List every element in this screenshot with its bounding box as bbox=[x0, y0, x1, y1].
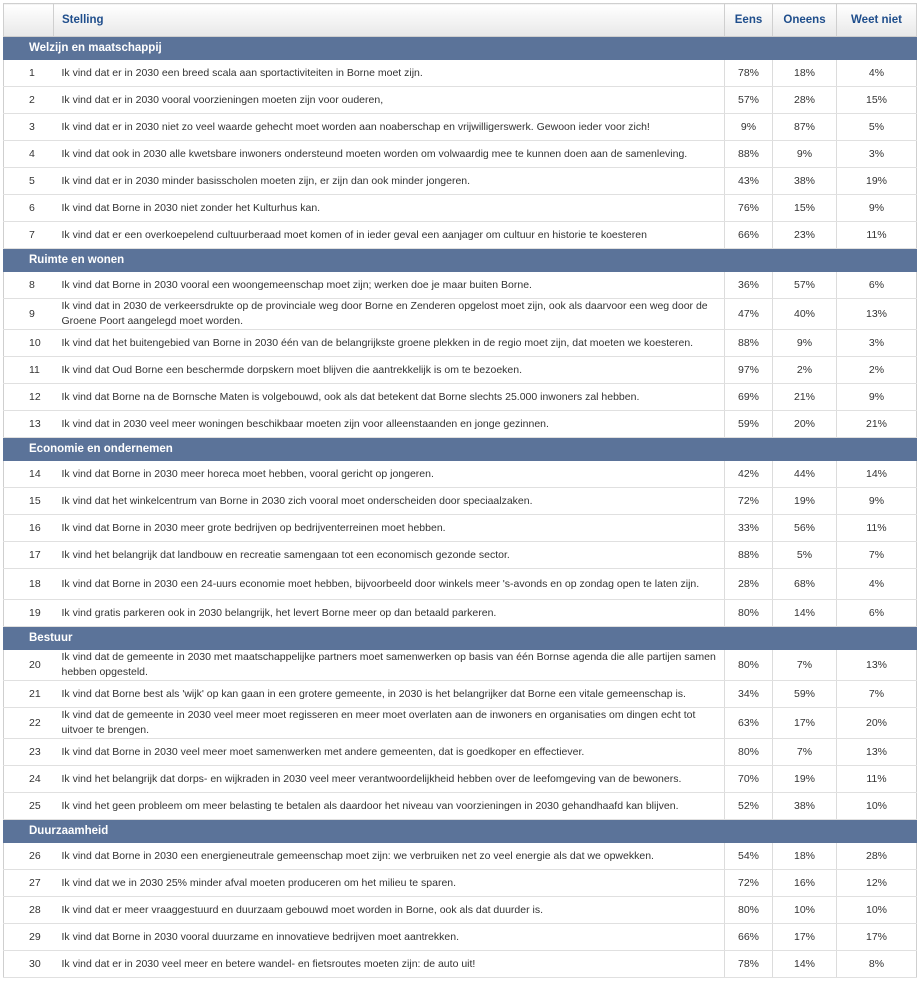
unknown-percentage: 14% bbox=[837, 461, 917, 488]
table-row bbox=[4, 411, 917, 438]
section-title: Economie en ondernemen bbox=[4, 438, 917, 461]
unknown-percentage: 3% bbox=[837, 141, 917, 168]
statement-text: Ik vind dat het buitengebied van Borne in 2030 één van de belangrijkste groene plekken in de regio moet zijn, dat moeten we koesteren. bbox=[54, 330, 725, 357]
section-header-row bbox=[4, 37, 917, 60]
statement-text: Ik vind dat er in 2030 minder basisscholen moeten zijn, er zijn dan ook minder jongeren. bbox=[54, 168, 725, 195]
disagree-percentage: 38% bbox=[773, 168, 837, 195]
row-number: 15 bbox=[4, 488, 54, 515]
disagree-percentage: 23% bbox=[773, 222, 837, 249]
unknown-percentage: 7% bbox=[837, 542, 917, 569]
unknown-percentage: 5% bbox=[837, 114, 917, 141]
statement-text: Ik vind dat er in 2030 een breed scala aan sportactiviteiten in Borne moet zijn. bbox=[54, 60, 725, 87]
table-row bbox=[4, 843, 917, 870]
disagree-percentage: 16% bbox=[773, 870, 837, 897]
header-unknown[interactable]: Weet niet bbox=[837, 4, 917, 37]
statement-text: Ik vind dat de gemeente in 2030 met maatschappelijke partners moet samenwerken op basis van één Bornse agenda die alle partijen samen hebben opgesteld. bbox=[54, 650, 725, 681]
disagree-percentage: 15% bbox=[773, 195, 837, 222]
disagree-percentage: 20% bbox=[773, 411, 837, 438]
agree-percentage: 80% bbox=[725, 650, 773, 681]
disagree-percentage: 14% bbox=[773, 951, 837, 978]
row-number: 2 bbox=[4, 87, 54, 114]
unknown-percentage: 13% bbox=[837, 299, 917, 330]
unknown-percentage: 15% bbox=[837, 87, 917, 114]
row-number: 18 bbox=[4, 569, 54, 600]
section-title: Duurzaamheid bbox=[4, 820, 917, 843]
statement-text: Ik vind dat er in 2030 niet zo veel waarde gehecht moet worden aan noaberschap en vrijwilligerswerk. Gewoon ieder voor zich! bbox=[54, 114, 725, 141]
agree-percentage: 78% bbox=[725, 951, 773, 978]
agree-percentage: 47% bbox=[725, 299, 773, 330]
row-number: 24 bbox=[4, 766, 54, 793]
disagree-percentage: 19% bbox=[773, 488, 837, 515]
row-number: 9 bbox=[4, 299, 54, 330]
table-row bbox=[4, 515, 917, 542]
unknown-percentage: 7% bbox=[837, 681, 917, 708]
table-row bbox=[4, 299, 917, 330]
row-number: 14 bbox=[4, 461, 54, 488]
agree-percentage: 97% bbox=[725, 357, 773, 384]
disagree-percentage: 44% bbox=[773, 461, 837, 488]
row-number: 7 bbox=[4, 222, 54, 249]
table-row bbox=[4, 330, 917, 357]
table-row bbox=[4, 793, 917, 820]
unknown-percentage: 3% bbox=[837, 330, 917, 357]
row-number: 26 bbox=[4, 843, 54, 870]
agree-percentage: 66% bbox=[725, 924, 773, 951]
table-row bbox=[4, 542, 917, 569]
row-number: 12 bbox=[4, 384, 54, 411]
agree-percentage: 63% bbox=[725, 708, 773, 739]
table-header-row bbox=[4, 4, 917, 37]
disagree-percentage: 14% bbox=[773, 600, 837, 627]
header-number bbox=[4, 4, 54, 37]
statement-text: Ik vind dat Oud Borne een beschermde dorpskern moet blijven die aantrekkelijk is om te bezoeken. bbox=[54, 357, 725, 384]
disagree-percentage: 2% bbox=[773, 357, 837, 384]
statement-text: Ik vind dat Borne in 2030 meer grote bedrijven op bedrijventerreinen moet hebben. bbox=[54, 515, 725, 542]
agree-percentage: 80% bbox=[725, 897, 773, 924]
table-row bbox=[4, 488, 917, 515]
disagree-percentage: 5% bbox=[773, 542, 837, 569]
unknown-percentage: 4% bbox=[837, 60, 917, 87]
unknown-percentage: 2% bbox=[837, 357, 917, 384]
row-number: 5 bbox=[4, 168, 54, 195]
row-number: 3 bbox=[4, 114, 54, 141]
row-number: 4 bbox=[4, 141, 54, 168]
unknown-percentage: 12% bbox=[837, 870, 917, 897]
table-row bbox=[4, 681, 917, 708]
section-header-row bbox=[4, 438, 917, 461]
disagree-percentage: 17% bbox=[773, 708, 837, 739]
agree-percentage: 80% bbox=[725, 739, 773, 766]
agree-percentage: 70% bbox=[725, 766, 773, 793]
agree-percentage: 36% bbox=[725, 272, 773, 299]
disagree-percentage: 28% bbox=[773, 87, 837, 114]
row-number: 19 bbox=[4, 600, 54, 627]
section-title: Bestuur bbox=[4, 627, 917, 650]
agree-percentage: 72% bbox=[725, 488, 773, 515]
disagree-percentage: 17% bbox=[773, 924, 837, 951]
agree-percentage: 57% bbox=[725, 87, 773, 114]
disagree-percentage: 57% bbox=[773, 272, 837, 299]
statement-text: Ik vind dat Borne in 2030 meer horeca moet hebben, vooral gericht op jongeren. bbox=[54, 461, 725, 488]
statement-text: Ik vind dat er een overkoepelend cultuurberaad moet komen of in ieder geval een aanjager om cultuur en historie te koesteren bbox=[54, 222, 725, 249]
unknown-percentage: 6% bbox=[837, 272, 917, 299]
statement-text: Ik vind dat in 2030 veel meer woningen beschikbaar moeten zijn voor alleenstaanden en jonge gezinnen. bbox=[54, 411, 725, 438]
agree-percentage: 28% bbox=[725, 569, 773, 600]
section-header-row bbox=[4, 627, 917, 650]
row-number: 6 bbox=[4, 195, 54, 222]
statement-text: Ik vind dat Borne in 2030 een 24-uurs economie moet hebben, bijvoorbeeld door winkels meer 's-avonds en op zondag open te laten zijn. bbox=[54, 569, 725, 600]
table-row bbox=[4, 897, 917, 924]
header-agree[interactable]: Eens bbox=[725, 4, 773, 37]
table-row bbox=[4, 951, 917, 978]
table-row bbox=[4, 600, 917, 627]
table-row bbox=[4, 272, 917, 299]
unknown-percentage: 11% bbox=[837, 515, 917, 542]
unknown-percentage: 11% bbox=[837, 766, 917, 793]
survey-table-container bbox=[3, 3, 916, 978]
unknown-percentage: 13% bbox=[837, 650, 917, 681]
statement-text: Ik vind dat Borne na de Bornsche Maten is volgebouwd, ook als dat betekent dat Borne slechts 25.000 inwoners zal hebben. bbox=[54, 384, 725, 411]
table-row bbox=[4, 222, 917, 249]
disagree-percentage: 68% bbox=[773, 569, 837, 600]
unknown-percentage: 4% bbox=[837, 569, 917, 600]
agree-percentage: 88% bbox=[725, 141, 773, 168]
disagree-percentage: 19% bbox=[773, 766, 837, 793]
row-number: 23 bbox=[4, 739, 54, 766]
statement-text: Ik vind het belangrijk dat landbouw en recreatie samengaan tot een economisch gezonde sector. bbox=[54, 542, 725, 569]
table-body bbox=[4, 37, 917, 978]
table-row bbox=[4, 708, 917, 739]
row-number: 13 bbox=[4, 411, 54, 438]
table-row bbox=[4, 384, 917, 411]
agree-percentage: 34% bbox=[725, 681, 773, 708]
disagree-percentage: 21% bbox=[773, 384, 837, 411]
row-number: 20 bbox=[4, 650, 54, 681]
table-row bbox=[4, 357, 917, 384]
statement-text: Ik vind dat er in 2030 vooral voorzieningen moeten zijn voor ouderen, bbox=[54, 87, 725, 114]
statement-text: Ik vind dat we in 2030 25% minder afval moeten produceren om het milieu te sparen. bbox=[54, 870, 725, 897]
section-title: Welzijn en maatschappij bbox=[4, 37, 917, 60]
row-number: 17 bbox=[4, 542, 54, 569]
agree-percentage: 78% bbox=[725, 60, 773, 87]
table-row bbox=[4, 195, 917, 222]
unknown-percentage: 10% bbox=[837, 793, 917, 820]
disagree-percentage: 87% bbox=[773, 114, 837, 141]
statement-text: Ik vind het geen probleem om meer belasting te betalen als daardoor het niveau van voorzieningen in 2030 gehandhaafd kan blijven. bbox=[54, 793, 725, 820]
agree-percentage: 80% bbox=[725, 600, 773, 627]
unknown-percentage: 10% bbox=[837, 897, 917, 924]
table-row bbox=[4, 739, 917, 766]
row-number: 16 bbox=[4, 515, 54, 542]
disagree-percentage: 40% bbox=[773, 299, 837, 330]
row-number: 10 bbox=[4, 330, 54, 357]
table-row bbox=[4, 870, 917, 897]
agree-percentage: 54% bbox=[725, 843, 773, 870]
header-disagree[interactable]: Oneens bbox=[773, 4, 837, 37]
table-row bbox=[4, 60, 917, 87]
unknown-percentage: 21% bbox=[837, 411, 917, 438]
statement-text: Ik vind gratis parkeren ook in 2030 belangrijk, het levert Borne meer op dan betaald parkeren. bbox=[54, 600, 725, 627]
agree-percentage: 52% bbox=[725, 793, 773, 820]
statement-text: Ik vind dat Borne in 2030 veel meer moet samenwerken met andere gemeenten, dat is goedkoper en effectiever. bbox=[54, 739, 725, 766]
table-row bbox=[4, 87, 917, 114]
disagree-percentage: 7% bbox=[773, 650, 837, 681]
unknown-percentage: 20% bbox=[837, 708, 917, 739]
row-number: 21 bbox=[4, 681, 54, 708]
table-row bbox=[4, 168, 917, 195]
table-row bbox=[4, 924, 917, 951]
row-number: 28 bbox=[4, 897, 54, 924]
unknown-percentage: 17% bbox=[837, 924, 917, 951]
statement-text: Ik vind dat Borne best als 'wijk' op kan gaan in een grotere gemeente, in 2030 is het belangrijker dat Borne een vitale gemeenschap is. bbox=[54, 681, 725, 708]
statement-text: Ik vind dat Borne in 2030 vooral duurzame en innovatieve bedrijven moet aantrekken. bbox=[54, 924, 725, 951]
statement-text: Ik vind het belangrijk dat dorps- en wijkraden in 2030 veel meer verantwoordelijkheid hebben over de leefomgeving van de bewoners. bbox=[54, 766, 725, 793]
table-row bbox=[4, 569, 917, 600]
agree-percentage: 88% bbox=[725, 542, 773, 569]
row-number: 11 bbox=[4, 357, 54, 384]
statement-text: Ik vind dat Borne in 2030 een energieneutrale gemeenschap moet zijn: we verbruiken net zo veel energie als dat we opwekken. bbox=[54, 843, 725, 870]
unknown-percentage: 9% bbox=[837, 384, 917, 411]
statement-text: Ik vind dat ook in 2030 alle kwetsbare inwoners ondersteund moeten worden om volwaardig mee te kunnen doen aan de samenleving. bbox=[54, 141, 725, 168]
table-row bbox=[4, 650, 917, 681]
disagree-percentage: 9% bbox=[773, 141, 837, 168]
unknown-percentage: 8% bbox=[837, 951, 917, 978]
survey-results-table bbox=[3, 3, 917, 978]
header-statement[interactable]: Stelling bbox=[54, 4, 725, 37]
row-number: 1 bbox=[4, 60, 54, 87]
agree-percentage: 9% bbox=[725, 114, 773, 141]
disagree-percentage: 18% bbox=[773, 843, 837, 870]
disagree-percentage: 56% bbox=[773, 515, 837, 542]
disagree-percentage: 59% bbox=[773, 681, 837, 708]
section-header-row bbox=[4, 249, 917, 272]
unknown-percentage: 19% bbox=[837, 168, 917, 195]
disagree-percentage: 38% bbox=[773, 793, 837, 820]
table-row bbox=[4, 114, 917, 141]
section-header-row bbox=[4, 820, 917, 843]
row-number: 27 bbox=[4, 870, 54, 897]
unknown-percentage: 28% bbox=[837, 843, 917, 870]
unknown-percentage: 9% bbox=[837, 195, 917, 222]
table-row bbox=[4, 766, 917, 793]
unknown-percentage: 9% bbox=[837, 488, 917, 515]
statement-text: Ik vind dat Borne in 2030 vooral een woongemeenschap moet zijn; werken doe je maar buiten Borne. bbox=[54, 272, 725, 299]
agree-percentage: 76% bbox=[725, 195, 773, 222]
table-row bbox=[4, 461, 917, 488]
agree-percentage: 43% bbox=[725, 168, 773, 195]
statement-text: Ik vind dat in 2030 de verkeersdrukte op de provinciale weg door Borne en Zenderen opgelost moet zijn, ook als daarvoor een weg door de Groene Poort aangelegd moet worden. bbox=[54, 299, 725, 330]
disagree-percentage: 7% bbox=[773, 739, 837, 766]
row-number: 25 bbox=[4, 793, 54, 820]
agree-percentage: 33% bbox=[725, 515, 773, 542]
disagree-percentage: 10% bbox=[773, 897, 837, 924]
statement-text: Ik vind dat er meer vraaggestuurd en duurzaam gebouwd moet worden in Borne, ook als dat duurder is. bbox=[54, 897, 725, 924]
row-number: 30 bbox=[4, 951, 54, 978]
agree-percentage: 69% bbox=[725, 384, 773, 411]
statement-text: Ik vind dat de gemeente in 2030 veel meer moet regisseren en meer moet overlaten aan de inwoners en organisaties om dingen echt tot uitvoer te brengen. bbox=[54, 708, 725, 739]
statement-text: Ik vind dat Borne in 2030 niet zonder het Kulturhus kan. bbox=[54, 195, 725, 222]
agree-percentage: 59% bbox=[725, 411, 773, 438]
disagree-percentage: 18% bbox=[773, 60, 837, 87]
agree-percentage: 42% bbox=[725, 461, 773, 488]
row-number: 29 bbox=[4, 924, 54, 951]
unknown-percentage: 13% bbox=[837, 739, 917, 766]
agree-percentage: 72% bbox=[725, 870, 773, 897]
row-number: 8 bbox=[4, 272, 54, 299]
agree-percentage: 88% bbox=[725, 330, 773, 357]
statement-text: Ik vind dat het winkelcentrum van Borne in 2030 zich vooral moet onderscheiden door speciaalzaken. bbox=[54, 488, 725, 515]
row-number: 22 bbox=[4, 708, 54, 739]
statement-text: Ik vind dat er in 2030 veel meer en betere wandel- en fietsroutes moeten zijn: de auto uit! bbox=[54, 951, 725, 978]
agree-percentage: 66% bbox=[725, 222, 773, 249]
section-title: Ruimte en wonen bbox=[4, 249, 917, 272]
unknown-percentage: 11% bbox=[837, 222, 917, 249]
unknown-percentage: 6% bbox=[837, 600, 917, 627]
table-row bbox=[4, 141, 917, 168]
disagree-percentage: 9% bbox=[773, 330, 837, 357]
